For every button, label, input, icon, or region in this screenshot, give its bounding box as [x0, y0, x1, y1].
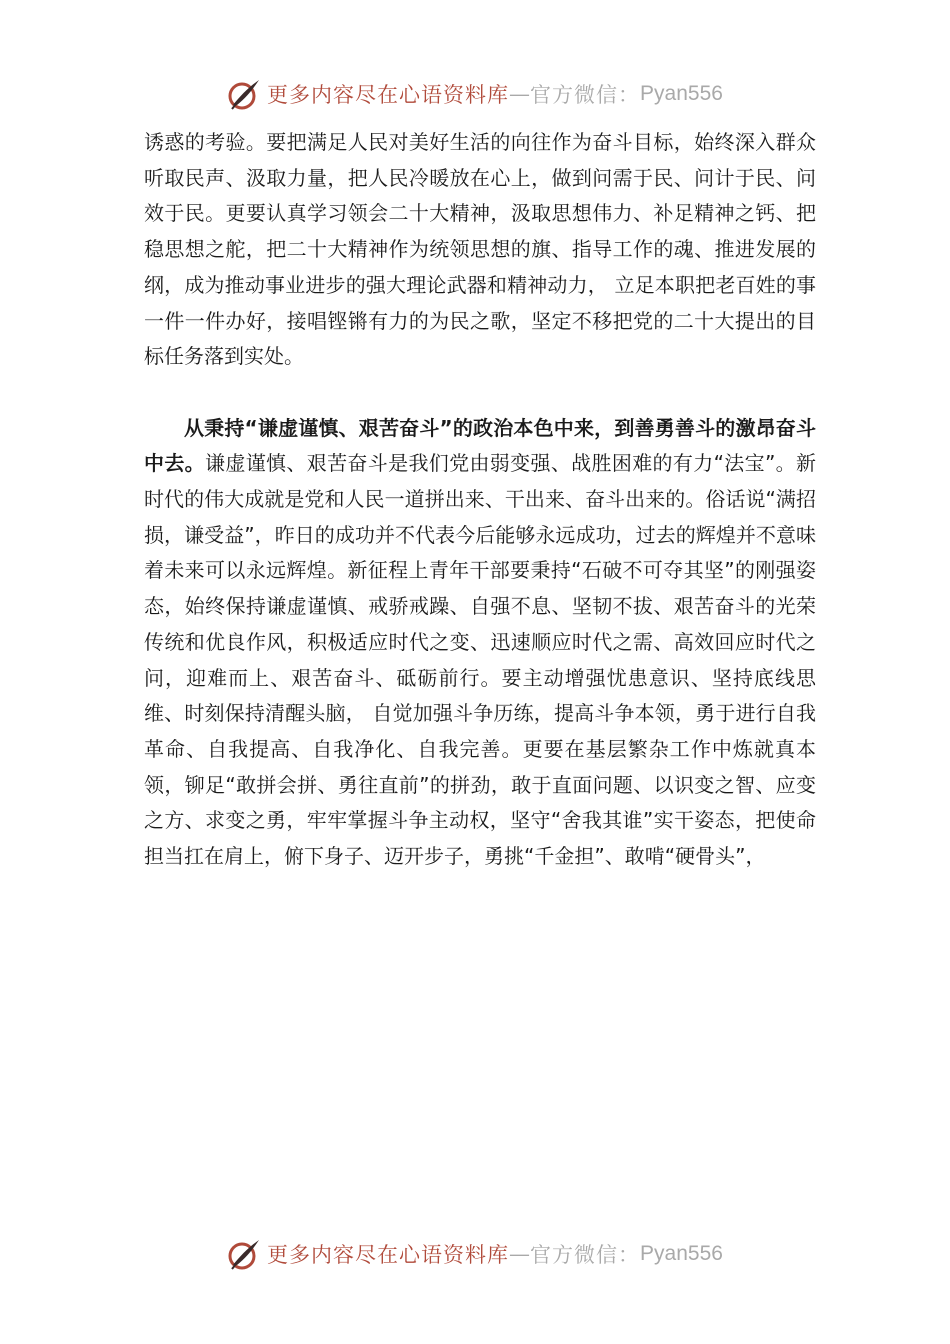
watermark-site-text: 更多内容尽在心语资料库: [267, 1243, 510, 1267]
footer-watermark: [0, 1234, 950, 1274]
paragraph-2: [144, 411, 816, 875]
paragraph-spacer: [144, 375, 816, 411]
watermark-separator: —: [509, 1242, 531, 1266]
watermark-separator: —: [509, 82, 531, 106]
quill-logo-icon: [227, 1237, 261, 1271]
paragraph-2-lead: 从秉持“谦虚谨慎、艰苦奋斗”的政治本色中来，到善勇善斗的激昂奋斗中去。: [144, 415, 816, 476]
header-watermark: [0, 74, 950, 114]
watermark-site-text: 更多内容尽在心语资料库: [267, 83, 510, 107]
watermark-account-id: Pyan556: [640, 1242, 723, 1265]
watermark-account-id: Pyan556: [640, 82, 723, 105]
quill-logo-icon: [227, 77, 261, 111]
document-body: [144, 125, 816, 875]
paragraph-2-text: 谦虚谨慎、艰苦奋斗是我们党由弱变强、战胜困难的有力“法宝”。新时代的伟大成就是党和人民一道拼出来、干出来、奋斗出来的。俗话说“满招损，谦受益”，昨日的成功并不代表今后能够永远成功，过去的辉煌并不意味着未来可以永远辉煌。新征程上青年干部要秉持“石破不可夺其坚”的刚强姿态，始终保持谦虚谨慎、戒骄戒躁、自强不息、坚韧不拔、艰苦奋斗的光荣传统和优良作风，积极适应时代之变、迅速顺应时代之需、高效回应时代之问，迎难而上、艰苦奋斗、砥砺前行。要主动增强忧患意识、坚持底线思维、时刻保持清醒头脑， 自觉加强斗争历练，提高斗争本领，勇于进行自我革命、自我提高、自我净化、自我完善。更要在基层繁杂工作中炼就真本领，铆足“敢拼会拼、勇往直前”的拼劲，敢于直面问题、以识变之智、应变之方、求变之勇，牢牢掌握斗争主动权，坚守“舍我其谁”实干姿态，把使命担当扛在肩上，俯下身子、迈开步子，勇挑“千金担”、敢啃“硬骨头”，: [144, 451, 816, 869]
watermark-account-label: 官方微信：: [530, 83, 641, 107]
paragraph-1-text: 诱惑的考验。要把满足人民对美好生活的向往作为奋斗目标，始终深入群众听取民声、汲取力量，把人民冷暖放在心上，做到问需于民、问计于民、问效于民。更要认真学习领会二十大精神，汲取思想伟力、补足精神之钙、把稳思想之舵，把二十大精神作为统领思想的旗、指导工作的魂、推进发展的纲，成为推动事业进步的强大理论武器和精神动力， 立足本职把老百姓的事一件一件办好，接唱铿锵有力的为民之歌，坚定不移把党的二十大提出的目标任务落到实处。: [144, 130, 816, 369]
watermark-account-label: 官方微信：: [530, 1243, 641, 1267]
paragraph-1: [144, 125, 816, 375]
